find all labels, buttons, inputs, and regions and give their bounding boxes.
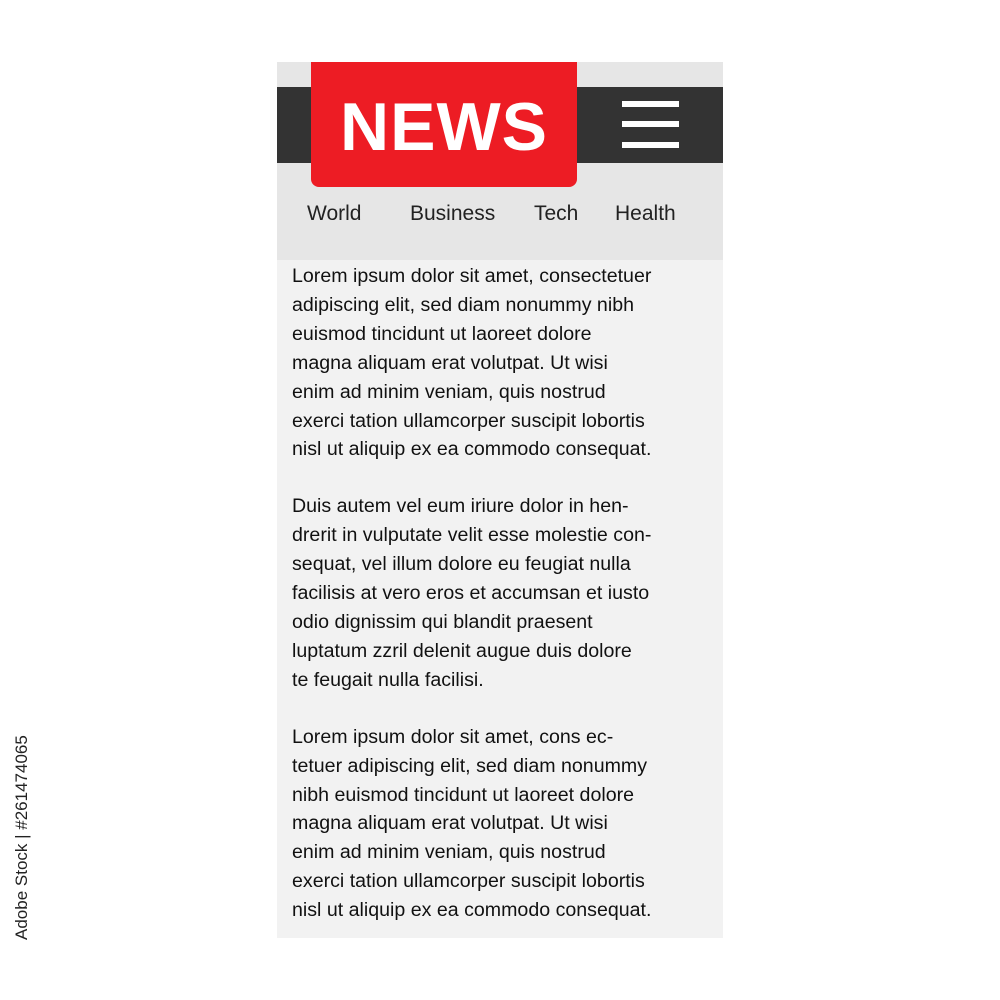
article-paragraph: Lorem ipsum dolor sit amet, consectetuer adipiscing elit, sed diam nonummy nibh euismod tincidunt ut laoreet dolore magna aliquam erat volutpat. Ut wisi enim ad minim veniam, quis nostrud exerci tation ullamcorper suscipit lobortis nisl ut aliquip ex ea commodo consequat.	[292, 265, 652, 461]
nav-item-tech[interactable]: Tech	[534, 202, 579, 225]
mobile-news-screen	[277, 62, 723, 938]
nav-item-world[interactable]: World	[307, 202, 362, 225]
article-paragraph: Duis autem vel eum iriure dolor in hen- drerit in vulputate velit esse molestie con- sequat, vel illum dolore eu feugiat nulla facilisis at vero eros et accumsan et iusto odio dignissim qui blandit praesent luptatum zzril delenit augue duis dolore te feugait nulla facilisi.	[292, 495, 652, 691]
nav-item-business[interactable]: Business	[410, 202, 496, 225]
category-nav	[277, 202, 723, 232]
stock-watermark	[8, 735, 38, 940]
hamburger-menu-icon-line	[622, 121, 679, 127]
hamburger-menu-button[interactable]	[615, 97, 683, 153]
news-logo[interactable]	[311, 62, 577, 187]
nav-item-health[interactable]: Health	[615, 202, 676, 225]
article-paragraph: Lorem ipsum dolor sit amet, cons ec- tetuer adipiscing elit, sed diam nonummy nibh euismod tincidunt ut laoreet dolore magna aliquam erat volutpat. Ut wisi enim ad minim veniam, quis nostrud exerci tation ullamcorper suscipit lobortis nisl ut aliquip ex ea commodo consequat.	[292, 725, 652, 922]
hamburger-menu-icon-line	[622, 142, 679, 148]
watermark-text: Adobe Stock | #261474065	[12, 735, 31, 940]
logo-text: NEWS	[340, 88, 548, 165]
hamburger-menu-icon	[622, 101, 679, 107]
article-body	[292, 262, 718, 953]
